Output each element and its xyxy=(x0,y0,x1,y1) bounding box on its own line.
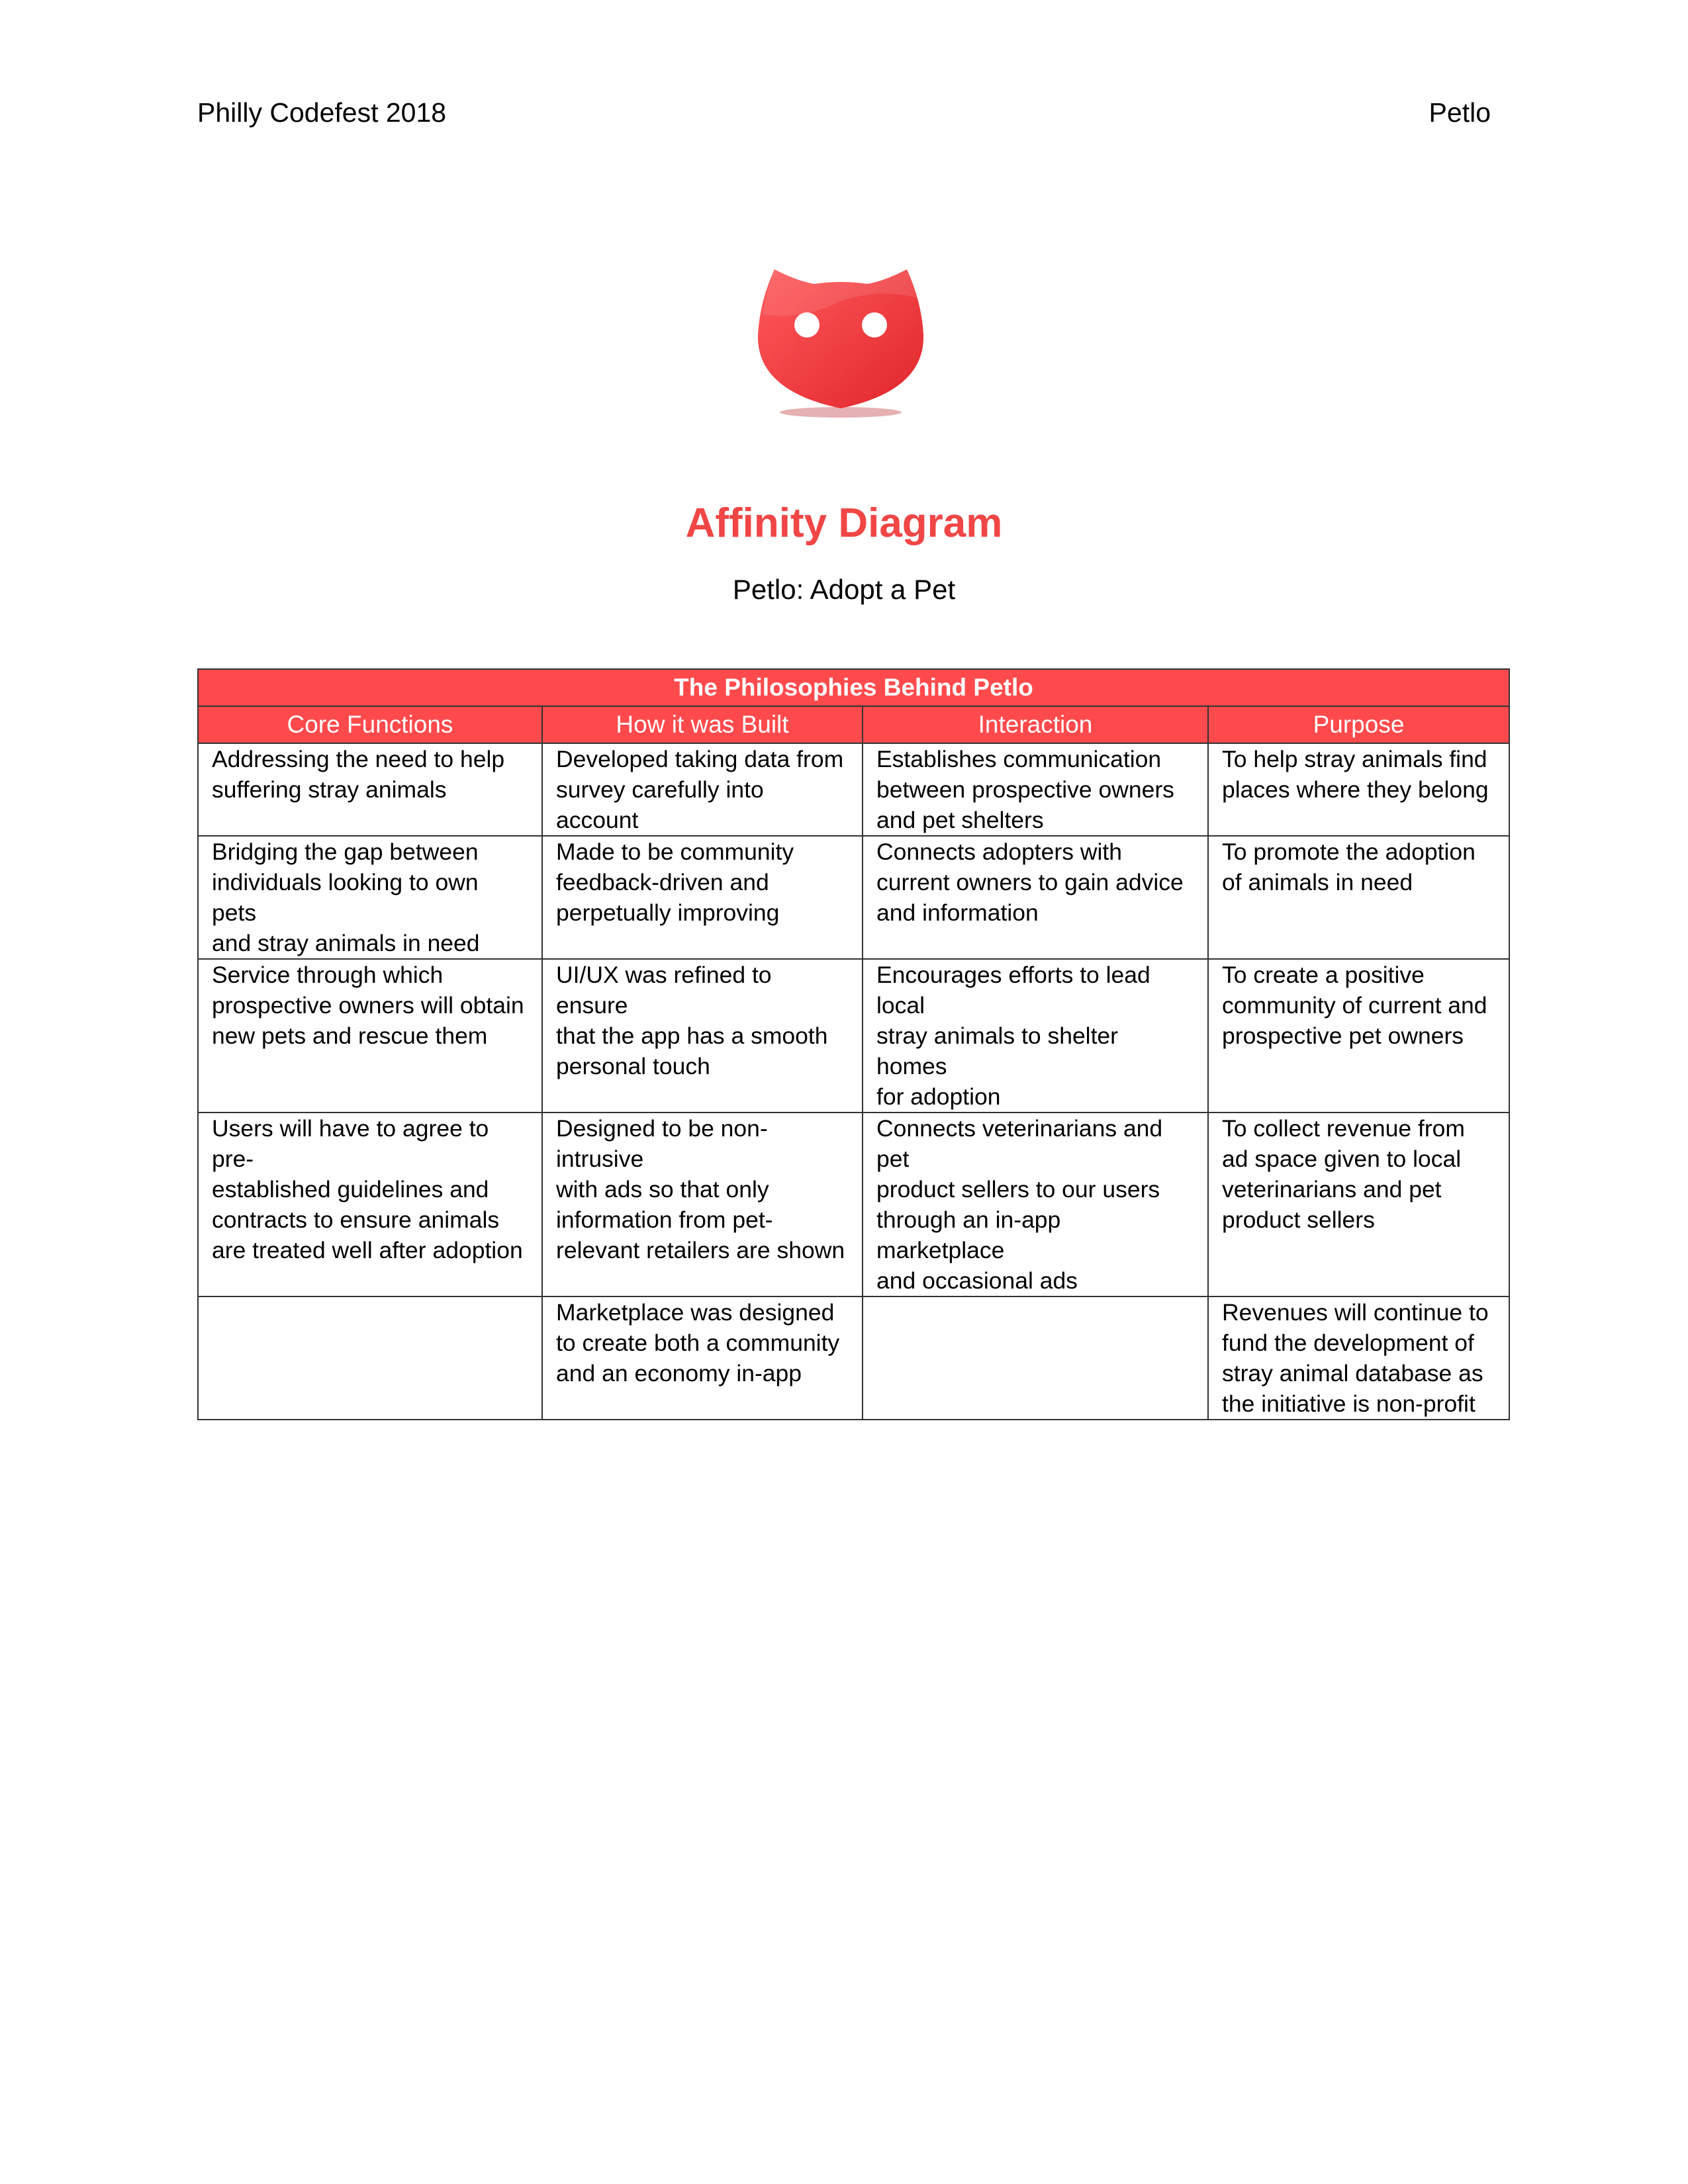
header-right-text: Petlo xyxy=(1429,97,1491,128)
table-cell: Designed to be non-intrusive with ads so that only information from pet- relevant retailers are shown xyxy=(542,1113,863,1297)
table-title: The Philosophies Behind Petlo xyxy=(198,669,1509,706)
table-cell: To promote the adoption of animals in need xyxy=(1208,836,1509,959)
table-row xyxy=(198,743,1509,836)
table-cell: Marketplace was designed to create both a community and an economy in-app xyxy=(542,1297,863,1420)
table-cell: Developed taking data from survey carefully into account xyxy=(542,743,863,836)
table-cell: To help stray animals find places where they belong xyxy=(1208,743,1509,836)
column-header-purpose: Purpose xyxy=(1208,706,1509,743)
affinity-table xyxy=(197,668,1510,1420)
table-cell: Bridging the gap between individuals looking to own pets and stray animals in need xyxy=(198,836,542,959)
table-cell: Made to be community feedback-driven and perpetually improving xyxy=(542,836,863,959)
cat-face-logo-icon xyxy=(748,261,933,420)
column-header-core-functions: Core Functions xyxy=(198,706,542,743)
table-cell: Establishes communication between prospective owners and pet shelters xyxy=(863,743,1208,836)
table-cell: Connects veterinarians and pet product sellers to our users through an in-app marketplace and occasional ads xyxy=(863,1113,1208,1297)
table-cell: Revenues will continue to fund the development of stray animal database as the initiative is non-profit xyxy=(1208,1297,1509,1420)
table-cell: UI/UX was refined to ensure that the app has a smooth personal touch xyxy=(542,959,863,1113)
table-cell xyxy=(863,1297,1208,1420)
table-cell: Users will have to agree to pre- established guidelines and contracts to ensure animals are treated well after adoption xyxy=(198,1113,542,1297)
table-row xyxy=(198,959,1509,1113)
table-row xyxy=(198,1113,1509,1297)
table-cell: To collect revenue from ad space given to local veterinarians and pet product sellers xyxy=(1208,1113,1509,1297)
column-header-interaction: Interaction xyxy=(863,706,1208,743)
table-row xyxy=(198,836,1509,959)
table-cell xyxy=(198,1297,542,1420)
table-row xyxy=(198,1297,1509,1420)
table-cell: Encourages efforts to lead local stray animals to shelter homes for adoption xyxy=(863,959,1208,1113)
page-subtitle: Petlo: Adopt a Pet xyxy=(732,574,956,605)
table-cell: Addressing the need to help suffering stray animals xyxy=(198,743,542,836)
page-title: Affinity Diagram xyxy=(685,500,1003,546)
table-cell: Service through which prospective owners will obtain new pets and rescue them xyxy=(198,959,542,1113)
table-cell: To create a positive community of current and prospective pet owners xyxy=(1208,959,1509,1113)
column-header-how-it-was-built: How it was Built xyxy=(542,706,863,743)
table-cell: Connects adopters with current owners to gain advice and information xyxy=(863,836,1208,959)
header-left-text: Philly Codefest 2018 xyxy=(197,97,447,128)
